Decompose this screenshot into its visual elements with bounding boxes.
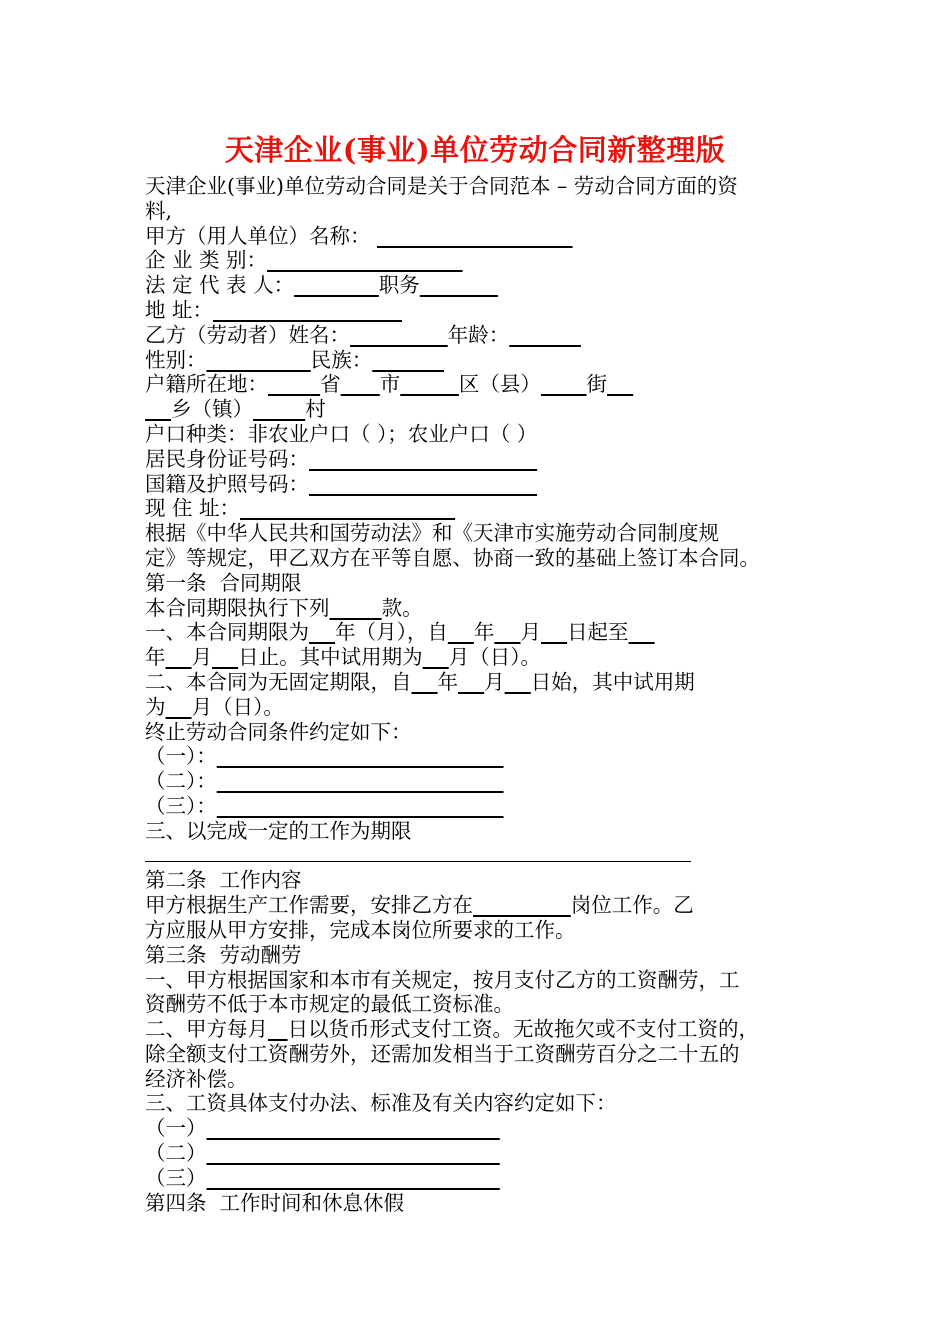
text: 日起至 bbox=[567, 620, 629, 645]
text: 除全额支付工资酬劳外，还需加发相当于工资酬劳百分之二十五的 bbox=[145, 1041, 740, 1066]
label: 性别： bbox=[145, 347, 207, 372]
open-term-row bbox=[145, 670, 815, 695]
task-term-blank[interactable] bbox=[145, 838, 691, 863]
text: 年 bbox=[473, 620, 495, 645]
term-option-blank[interactable] bbox=[330, 596, 382, 620]
ethnicity-blank[interactable] bbox=[372, 348, 444, 372]
province-blank[interactable] bbox=[268, 372, 320, 396]
fixed-term-row bbox=[145, 620, 815, 645]
township-blank[interactable] bbox=[253, 397, 305, 421]
text: 三、工资具体支付办法、标准及有关内容约定如下： bbox=[145, 1091, 617, 1116]
intro-line bbox=[145, 174, 815, 199]
employee-name-blank[interactable] bbox=[350, 323, 448, 347]
pay-line-1 bbox=[145, 968, 815, 993]
text: 年 bbox=[145, 645, 166, 670]
pay-detail-item-2 bbox=[145, 1141, 815, 1166]
gender-blank[interactable] bbox=[207, 348, 311, 372]
pay-line-5 bbox=[145, 1067, 815, 1092]
text: 天津企业(事业)单位劳动合同是关于合同范本 – 劳动合同方面的资 bbox=[145, 174, 738, 198]
pay-detail-blank-1[interactable] bbox=[207, 1116, 500, 1140]
blank[interactable] bbox=[505, 670, 531, 694]
heading: 第四条 工作时间和休息休假 bbox=[145, 1190, 405, 1215]
blank[interactable] bbox=[629, 620, 655, 644]
termination-item-2 bbox=[145, 769, 815, 794]
current-address-row bbox=[145, 496, 815, 521]
position-blank[interactable] bbox=[420, 273, 498, 297]
passport-row bbox=[145, 472, 815, 497]
text: 二、本合同为无固定期限，自 bbox=[145, 669, 412, 694]
enterprise-type-blank[interactable] bbox=[267, 248, 463, 272]
city-blank[interactable] bbox=[341, 372, 380, 396]
label: 乙方（劳动者）姓名： bbox=[145, 322, 350, 347]
text: （三）： bbox=[145, 793, 217, 818]
blank[interactable] bbox=[423, 645, 449, 669]
enterprise-type-row bbox=[145, 248, 815, 273]
blank[interactable] bbox=[541, 620, 567, 644]
fixed-term-row-2 bbox=[145, 645, 815, 670]
text: 二、甲方每月 bbox=[145, 1017, 268, 1042]
blank[interactable] bbox=[448, 620, 474, 644]
text: （二）： bbox=[145, 769, 217, 794]
text: 为 bbox=[145, 694, 166, 719]
address-blank[interactable] bbox=[213, 298, 402, 322]
open-term-row-2 bbox=[145, 695, 815, 720]
label: 甲方（用人单位）名称： bbox=[145, 223, 371, 248]
district-blank[interactable] bbox=[400, 372, 459, 396]
employer-name-row bbox=[145, 224, 815, 249]
pay-detail-blank-2[interactable] bbox=[207, 1141, 500, 1165]
address-row bbox=[145, 298, 815, 323]
text: 一、甲方根据国家和本市有关规定，按月支付乙方的工资酬劳，工 bbox=[145, 967, 740, 992]
text: 方应服从甲方安排，完成本岗位所要求的工作。 bbox=[145, 917, 576, 942]
heading: 第二条 工作内容 bbox=[145, 868, 302, 893]
label: 国籍及护照号码： bbox=[145, 471, 309, 496]
legal-rep-blank[interactable] bbox=[294, 273, 379, 297]
heading: 第三条 劳动酬劳 bbox=[145, 942, 302, 967]
text: 岗位工作。乙 bbox=[570, 893, 694, 918]
pay-detail-item-1 bbox=[145, 1116, 815, 1141]
passport-blank[interactable] bbox=[309, 472, 537, 496]
household-row-2 bbox=[145, 397, 815, 422]
termination-blank-2[interactable] bbox=[217, 769, 504, 793]
text: 资酬劳不低于本市规定的最低工资标准。 bbox=[145, 992, 514, 1017]
text: 年 bbox=[437, 669, 459, 694]
blank[interactable] bbox=[166, 695, 192, 719]
termination-blank-1[interactable] bbox=[217, 744, 504, 768]
article-1-heading bbox=[145, 571, 815, 596]
text: 三、以完成一定的工作为期限 bbox=[145, 818, 412, 843]
blank[interactable] bbox=[458, 670, 484, 694]
article-2-heading bbox=[145, 868, 815, 893]
text: 经济补偿。 bbox=[145, 1066, 248, 1091]
label: 户籍所在地： bbox=[145, 372, 268, 397]
text: 月（日）。 bbox=[448, 645, 541, 670]
text: 终止劳动合同条件约定如下： bbox=[145, 719, 412, 744]
position-post-blank[interactable] bbox=[473, 893, 571, 917]
label: 市 bbox=[379, 372, 401, 397]
article-4-heading bbox=[145, 1191, 815, 1216]
hukou-type-row bbox=[145, 422, 815, 447]
termination-heading bbox=[145, 720, 815, 745]
label: 区（县） bbox=[458, 372, 541, 397]
termination-item-1 bbox=[145, 744, 815, 769]
heading: 第一条 合同期限 bbox=[145, 570, 302, 595]
article-3-heading bbox=[145, 943, 815, 968]
basis-line-2 bbox=[145, 546, 815, 571]
street-blank[interactable] bbox=[541, 372, 587, 396]
label: 现 住 址： bbox=[145, 496, 241, 521]
job-row-2 bbox=[145, 918, 815, 943]
text: 款。 bbox=[381, 595, 423, 620]
pay-detail-blank-3[interactable] bbox=[207, 1166, 500, 1190]
text: 日止。其中试用期为 bbox=[238, 645, 423, 670]
text: 月 bbox=[520, 620, 541, 645]
label: 村 bbox=[305, 397, 326, 422]
street-blank-2[interactable] bbox=[607, 372, 633, 396]
household-row bbox=[145, 372, 815, 397]
label: 地 址： bbox=[145, 297, 214, 322]
pay-line-2 bbox=[145, 992, 815, 1017]
label: 街 bbox=[586, 372, 608, 397]
gender-row bbox=[145, 348, 815, 373]
label: 职务 bbox=[378, 273, 420, 298]
blank[interactable] bbox=[309, 620, 335, 644]
id-number-row bbox=[145, 447, 815, 472]
label: 年龄： bbox=[447, 322, 510, 347]
document-title: 天津企业(事业)单位劳动合同新整理版 bbox=[224, 133, 726, 167]
label: 法 定 代 表 人： bbox=[145, 273, 295, 298]
pay-detail-heading bbox=[145, 1091, 815, 1116]
blank[interactable] bbox=[494, 620, 520, 644]
text: 年（月），自 bbox=[335, 620, 448, 645]
text: 月（日）。 bbox=[191, 694, 284, 719]
township-blank-pre[interactable] bbox=[145, 397, 171, 421]
legal-rep-row bbox=[145, 273, 815, 298]
blank[interactable] bbox=[212, 645, 238, 669]
label: 省 bbox=[320, 372, 341, 397]
text: （一） bbox=[145, 1116, 207, 1141]
job-row bbox=[145, 893, 815, 918]
label: 户口种类：非农业户口（ ）；农业户口（ ） bbox=[145, 421, 538, 446]
text: 甲方根据生产工作需要，安排乙方在 bbox=[145, 893, 473, 918]
label: 企 业 类 别： bbox=[145, 248, 268, 273]
term-option-row bbox=[145, 596, 815, 621]
termination-blank-3[interactable] bbox=[217, 794, 504, 818]
text: 月 bbox=[484, 669, 505, 694]
pay-line-3 bbox=[145, 1017, 815, 1042]
age-blank[interactable] bbox=[509, 323, 581, 347]
basis-line-1 bbox=[145, 521, 815, 546]
employer-name-blank[interactable] bbox=[377, 224, 573, 248]
text: 根据《中华人民共和国劳动法》和《天津市实施劳动合同制度规 bbox=[145, 521, 719, 546]
label: 居民身份证号码： bbox=[145, 446, 309, 471]
document-body bbox=[145, 174, 815, 1215]
label: 民族： bbox=[310, 347, 373, 372]
blank[interactable] bbox=[166, 645, 192, 669]
text: 一、本合同期限为 bbox=[145, 620, 309, 645]
text: （一）： bbox=[145, 744, 217, 769]
text: （二） bbox=[145, 1141, 207, 1166]
current-address-blank[interactable] bbox=[240, 496, 455, 520]
pay-line-4 bbox=[145, 1042, 815, 1067]
blank[interactable] bbox=[412, 670, 438, 694]
employee-name-row bbox=[145, 323, 815, 348]
text: 月 bbox=[191, 645, 213, 670]
label: 乡（镇） bbox=[171, 397, 254, 422]
text: 日以货币形式支付工资。无故拖欠或不支付工资的， bbox=[287, 1017, 760, 1042]
text: 本合同期限执行下列 bbox=[145, 595, 330, 620]
text: （三） bbox=[145, 1165, 207, 1190]
text: 定》等规定，甲乙双方在平等自愿、协商一致的基础上签订本合同。 bbox=[145, 545, 760, 570]
text: 日始，其中试用期 bbox=[530, 669, 695, 694]
text: 料, bbox=[145, 198, 173, 223]
pay-detail-item-3 bbox=[145, 1166, 815, 1191]
id-number-blank[interactable] bbox=[309, 447, 537, 471]
intro-line-2 bbox=[145, 199, 815, 224]
termination-item-3 bbox=[145, 794, 815, 819]
pay-day-blank[interactable] bbox=[268, 1017, 288, 1041]
